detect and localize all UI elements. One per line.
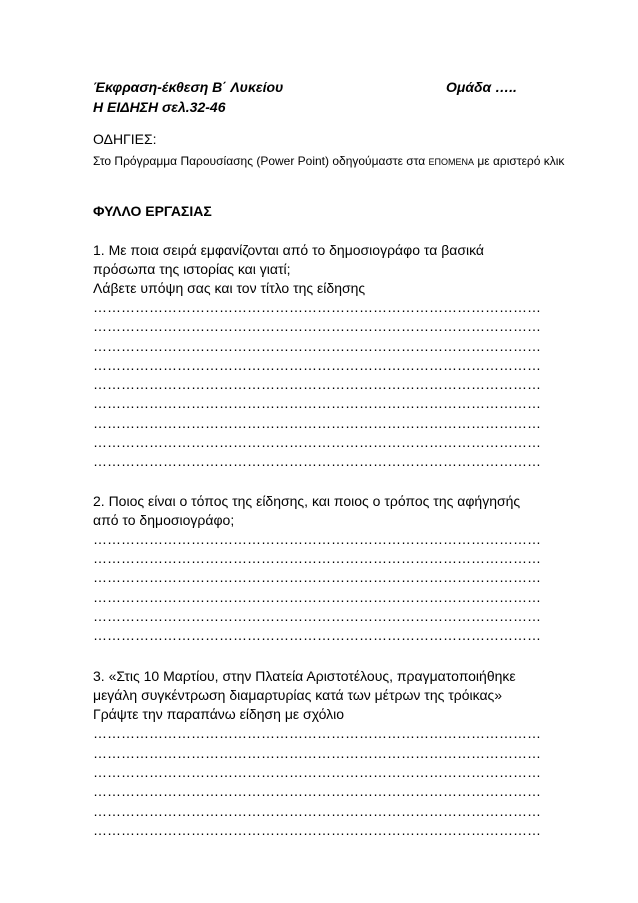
answer-line: …………………………………………………………………………………… (93, 802, 541, 819)
instructions-text-after: με αριστερό κλικ (474, 154, 565, 168)
answer-area-1[interactable] (93, 298, 581, 472)
worksheet-title: ΦΥΛΛΟ ΕΡΓΑΣΙΑΣ (93, 203, 212, 219)
answer-line: …………………………………………………………………………………… (93, 549, 541, 566)
answer-line: …………………………………………………………………………………… (93, 530, 541, 547)
answer-line: …………………………………………………………………………………… (93, 337, 541, 354)
question-line: από το δημοσιογράφο; (93, 511, 235, 528)
answer-line: …………………………………………………………………………………… (93, 588, 541, 605)
header-row (93, 77, 581, 97)
question-1 (93, 241, 581, 298)
answer-line: …………………………………………………………………………………… (93, 725, 541, 742)
answer-line: …………………………………………………………………………………… (93, 299, 541, 315)
answer-line: …………………………………………………………………………………… (93, 821, 541, 838)
document-subtitle: Η ΕΙΔΗΣΗ σελ.32-46 (93, 99, 226, 115)
answer-line: …………………………………………………………………………………… (93, 783, 541, 800)
question-3 (93, 667, 581, 724)
answer-area-2[interactable] (93, 530, 581, 646)
document-title: Έκφραση-έκθεση Β΄ Λυκείου (93, 79, 284, 95)
question-line: 3. «Στις 10 Μαρτίου, στην Πλατεία Αριστοτέλους, πραγματοποιήθηκε (93, 668, 516, 685)
question-2 (93, 492, 581, 530)
answer-line: …………………………………………………………………………………… (93, 414, 541, 431)
instructions-text (93, 152, 581, 171)
answer-line: …………………………………………………………………………………… (93, 764, 541, 781)
answer-line: …………………………………………………………………………………… (93, 744, 541, 761)
answer-line: …………………………………………………………………………………… (93, 434, 541, 451)
answer-line: …………………………………………………………………………………… (93, 356, 541, 373)
answer-line: …………………………………………………………………………………… (93, 627, 541, 644)
answer-line: …………………………………………………………………………………… (93, 607, 541, 624)
question-line: Λάβετε υπόψη σας και τον τίτλο της είδησης (93, 280, 366, 296)
question-line: πρόσωπα της ιστορίας και γιατί; (93, 261, 291, 277)
group-label: Ομάδα ….. (446, 79, 517, 95)
answer-line: …………………………………………………………………………………… (93, 453, 541, 470)
instructions-text-before: Στο Πρόγραμμα Παρουσίασης (Power Point) οδηγούμαστε στα (93, 154, 429, 168)
question-line: μεγάλη συγκέντρωση διαμαρτυρίας κατά των μέτρων της τρόικας» (93, 687, 503, 704)
answer-line: …………………………………………………………………………………… (93, 395, 541, 412)
question-line: Γράψτε την παραπάνω είδηση με σχόλιο (93, 706, 345, 723)
answer-area-3[interactable] (93, 724, 581, 840)
question-line: 2. Ποιος είναι ο τόπος της είδησης, και ποιος ο τρόπος της αφήγησής (93, 492, 521, 509)
instructions-title: ΟΔΗΓΙΕΣ: (93, 131, 157, 147)
answer-line: …………………………………………………………………………………… (93, 376, 541, 393)
worksheet-page (93, 77, 581, 840)
instructions-small-word: ΕΠΟΜΕΝΑ (428, 157, 475, 167)
question-line: 1. Με ποια σειρά εμφανίζονται από το δημοσιογράφο τα βασικά (93, 242, 485, 258)
answer-line: …………………………………………………………………………………… (93, 569, 541, 586)
answer-line: …………………………………………………………………………………… (93, 318, 541, 335)
